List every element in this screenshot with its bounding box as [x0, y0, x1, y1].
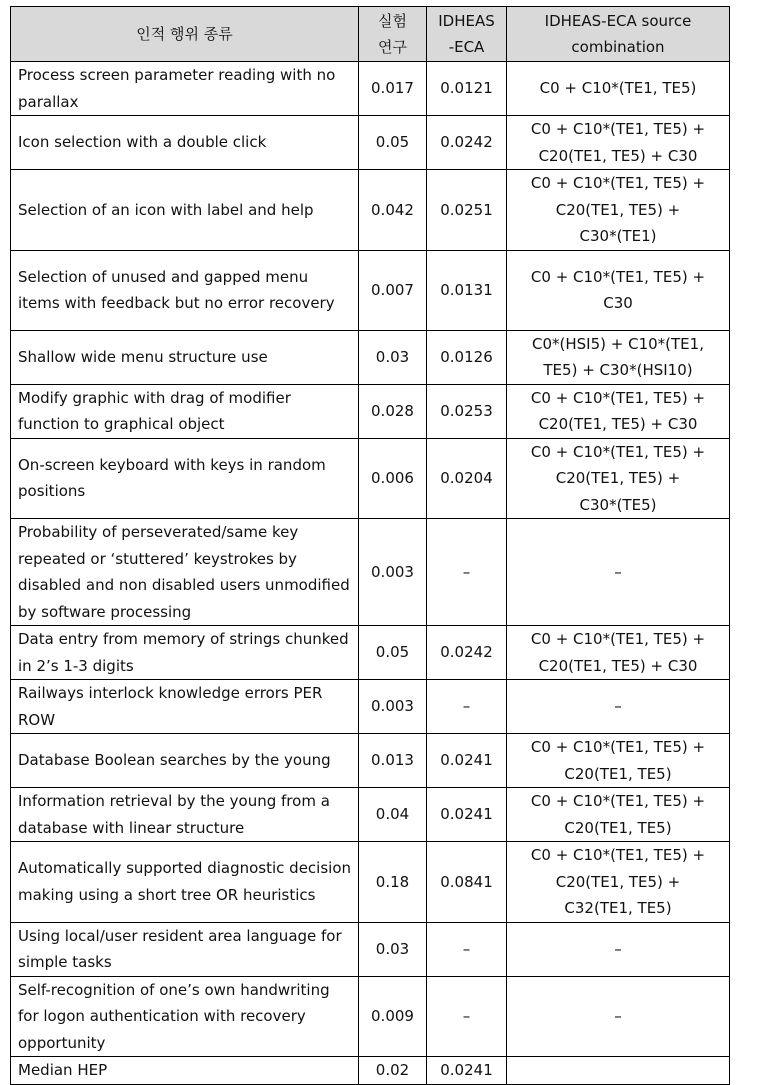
idheas-eca-value: – — [427, 519, 507, 626]
experiment-value: 0.03 — [359, 922, 427, 976]
idheas-eca-value: 0.0253 — [427, 384, 507, 438]
idheas-eca-value: – — [427, 680, 507, 734]
source-combination: – — [507, 519, 730, 626]
table-row — [11, 116, 730, 170]
source-combination: C0 + C10*(TE1, TE5) + C20(TE1, TE5) + C30 — [507, 384, 730, 438]
source-combination: C0 + C10*(TE1, TE5) + C20(TE1, TE5) — [507, 788, 730, 842]
experiment-value: 0.18 — [359, 842, 427, 923]
table-body — [11, 62, 730, 1085]
idheas-eca-value: 0.0126 — [427, 330, 507, 384]
table-header — [11, 7, 730, 62]
task-cell: Data entry from memory of strings chunked in 2’s 1-3 digits — [11, 626, 359, 680]
experiment-value: 0.007 — [359, 250, 427, 330]
task-cell: Self-recognition of one’s own handwriting for logon authentication with recovery opportunity — [11, 976, 359, 1057]
table-row — [11, 976, 730, 1057]
source-combination: C0 + C10*(TE1, TE5) — [507, 62, 730, 116]
experiment-value: 0.028 — [359, 384, 427, 438]
experiment-value: 0.05 — [359, 116, 427, 170]
source-combination: C0 + C10*(TE1, TE5) + C20(TE1, TE5) + C30 — [507, 626, 730, 680]
task-cell: Median HEP — [11, 1057, 359, 1085]
experiment-value: 0.02 — [359, 1057, 427, 1085]
idheas-eca-value: 0.0241 — [427, 788, 507, 842]
source-combination: C0 + C10*(TE1, TE5) + C20(TE1, TE5) + C30*(TE5) — [507, 438, 730, 519]
header-experiment: 실험 연구 — [359, 7, 427, 62]
source-combination: C0 + C10*(TE1, TE5) + C20(TE1, TE5) + C30*(TE1) — [507, 170, 730, 251]
source-combination: C0 + C10*(TE1, TE5) + C30 — [507, 250, 730, 330]
idheas-eca-value: 0.0841 — [427, 842, 507, 923]
table-row — [11, 438, 730, 519]
table-row — [11, 842, 730, 923]
idheas-eca-value: 0.0242 — [427, 626, 507, 680]
idheas-eca-value: 0.0121 — [427, 62, 507, 116]
task-cell: Probability of perseverated/same key repeated or ‘stuttered’ keystrokes by disabled and non disabled users unmodified by software processing — [11, 519, 359, 626]
source-combination: C0 + C10*(TE1, TE5) + C20(TE1, TE5) — [507, 734, 730, 788]
table-row — [11, 384, 730, 438]
task-cell: Database Boolean searches by the young — [11, 734, 359, 788]
table-row — [11, 62, 730, 116]
task-cell: Modify graphic with drag of modifier function to graphical object — [11, 384, 359, 438]
task-cell: Icon selection with a double click — [11, 116, 359, 170]
source-combination: C0 + C10*(TE1, TE5) + C20(TE1, TE5) + C30 — [507, 116, 730, 170]
experiment-value: 0.006 — [359, 438, 427, 519]
task-cell: Process screen parameter reading with no parallax — [11, 62, 359, 116]
table-row — [11, 170, 730, 251]
experiment-value: 0.003 — [359, 680, 427, 734]
idheas-eca-value: 0.0251 — [427, 170, 507, 251]
task-cell: Railways interlock knowledge errors PER ROW — [11, 680, 359, 734]
task-cell: Shallow wide menu structure use — [11, 330, 359, 384]
table-row — [11, 519, 730, 626]
source-combination: – — [507, 922, 730, 976]
experiment-value: 0.04 — [359, 788, 427, 842]
table-row — [11, 680, 730, 734]
header-row — [11, 7, 730, 62]
idheas-eca-value: 0.0242 — [427, 116, 507, 170]
experiment-value: 0.013 — [359, 734, 427, 788]
table-row — [11, 250, 730, 330]
idheas-eca-value: 0.0241 — [427, 734, 507, 788]
source-combination: C0*(HSI5) + C10*(TE1, TE5) + C30*(HSI10) — [507, 330, 730, 384]
table-row — [11, 1057, 730, 1085]
header-source-combination: IDHEAS-ECA source combination — [507, 7, 730, 62]
task-cell: Automatically supported diagnostic decision making using a short tree OR heuristics — [11, 842, 359, 923]
source-combination: C0 + C10*(TE1, TE5) + C20(TE1, TE5) + C32(TE1, TE5) — [507, 842, 730, 923]
task-cell: On-screen keyboard with keys in random positions — [11, 438, 359, 519]
idheas-eca-value: 0.0241 — [427, 1057, 507, 1085]
table-row — [11, 788, 730, 842]
table-row — [11, 734, 730, 788]
task-cell: Selection of an icon with label and help — [11, 170, 359, 251]
header-task-type: 인적 행위 종류 — [11, 7, 359, 62]
experiment-value: 0.03 — [359, 330, 427, 384]
experiment-value: 0.042 — [359, 170, 427, 251]
source-combination — [507, 1057, 730, 1085]
task-cell: Using local/user resident area language for simple tasks — [11, 922, 359, 976]
experiment-value: 0.003 — [359, 519, 427, 626]
hep-comparison-table — [10, 6, 730, 1085]
source-combination: – — [507, 680, 730, 734]
idheas-eca-value: 0.0204 — [427, 438, 507, 519]
task-cell: Information retrieval by the young from a database with linear structure — [11, 788, 359, 842]
table-row — [11, 922, 730, 976]
table-row — [11, 330, 730, 384]
experiment-value: 0.05 — [359, 626, 427, 680]
experiment-value: 0.009 — [359, 976, 427, 1057]
table-row — [11, 626, 730, 680]
header-idheas-eca: IDHEAS -ECA — [427, 7, 507, 62]
source-combination: – — [507, 976, 730, 1057]
idheas-eca-value: – — [427, 922, 507, 976]
idheas-eca-value: – — [427, 976, 507, 1057]
experiment-value: 0.017 — [359, 62, 427, 116]
task-cell: Selection of unused and gapped menu items with feedback but no error recovery — [11, 250, 359, 330]
idheas-eca-value: 0.0131 — [427, 250, 507, 330]
